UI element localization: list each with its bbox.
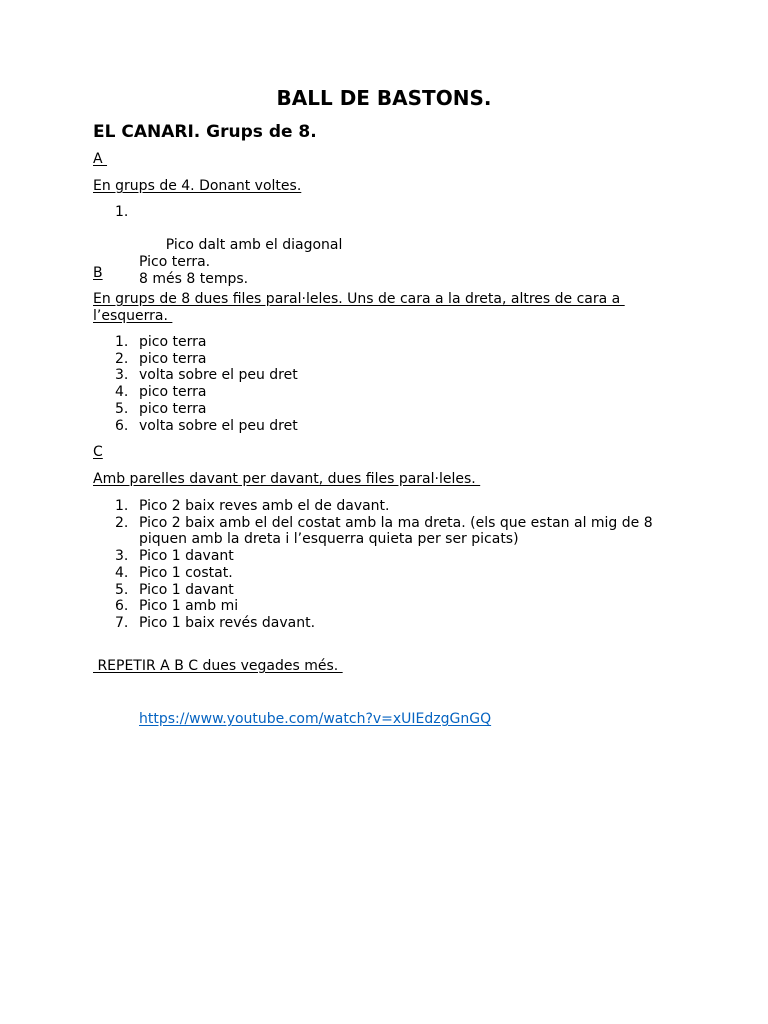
list-item xyxy=(93,418,298,435)
list-item-number: 2. xyxy=(115,350,129,367)
list-item-number: 5. xyxy=(115,581,129,598)
section-b-intro-line1: En grups de 8 dues files paral·leles. Uns de cara a la dreta, altres de cara a xyxy=(93,291,625,307)
section-a-list xyxy=(93,204,342,304)
list-item-text: pico terra xyxy=(139,400,207,417)
list-item-text: Pico 1 davant xyxy=(139,581,234,598)
list-item xyxy=(93,598,653,615)
list-item xyxy=(93,204,342,304)
list-item-text: pico terra xyxy=(139,350,207,367)
list-item-text: Pico 1 costat. xyxy=(139,564,233,581)
list-item-text: volta sobre el peu dret xyxy=(139,417,298,434)
list-item-number: 1. xyxy=(115,498,129,514)
list-item xyxy=(93,351,298,368)
list-item-text: Pico 2 baix reves amb el de davant. xyxy=(139,498,390,514)
list-item-number: 7. xyxy=(115,614,129,631)
section-c-list xyxy=(93,498,653,632)
section-c-label: C xyxy=(93,444,103,460)
list-item-text: Pico dalt amb el diagonal Pico terra. 8 més 8 temps. xyxy=(139,237,343,287)
list-item-text: Pico 1 amb mi xyxy=(139,598,239,615)
list-item-number: 6. xyxy=(115,598,129,615)
list-item xyxy=(93,615,653,632)
page-title: BALL DE BASTONS. xyxy=(276,86,492,110)
list-item-number: 4. xyxy=(115,384,129,401)
list-item-text: Pico 2 baix amb el del costat amb la ma dreta. (els que estan al mig de 8 piquen amb la dreta i l’esquerra quieta per ser picats) xyxy=(139,514,653,548)
list-item xyxy=(93,582,653,599)
list-item-text: pico terra xyxy=(139,384,207,401)
section-a-label: A xyxy=(93,151,108,167)
list-item xyxy=(93,498,653,515)
list-item-number: 3. xyxy=(115,367,129,384)
list-item-number: 1. xyxy=(115,334,129,350)
list-item-number: 3. xyxy=(115,548,129,565)
list-item-text: volta sobre el peu dret xyxy=(139,367,298,384)
page-subtitle: EL CANARI. Grups de 8. xyxy=(93,122,317,142)
list-item xyxy=(93,401,298,418)
section-b-intro-line2: l’esquerra. xyxy=(93,308,173,324)
list-item-text: pico terra xyxy=(139,334,207,350)
section-c-intro: Amb parelles davant per davant, dues files paral·leles. xyxy=(93,471,481,487)
list-item-number: 4. xyxy=(115,564,129,581)
list-item xyxy=(93,334,298,351)
list-item xyxy=(93,384,298,401)
list-item-text: Pico 1 baix revés davant. xyxy=(139,614,316,631)
list-item-number: 5. xyxy=(115,400,129,417)
list-item-number: 6. xyxy=(115,417,129,434)
list-item xyxy=(93,565,653,582)
repeat-note: REPETIR A B C dues vegades més. xyxy=(93,658,343,674)
list-item xyxy=(93,548,653,565)
section-b-list xyxy=(93,334,298,434)
list-item-number: 2. xyxy=(115,514,129,531)
list-item-number: 1. xyxy=(115,204,129,220)
section-b-label: B xyxy=(93,265,103,281)
list-item-text: Pico 1 davant xyxy=(139,548,234,565)
section-a-intro: En grups de 4. Donant voltes. xyxy=(93,178,302,194)
video-link[interactable]: https://www.youtube.com/watch?v=xUIEdzgGnGQ xyxy=(139,711,492,727)
list-item xyxy=(93,367,298,384)
list-item xyxy=(93,515,653,548)
